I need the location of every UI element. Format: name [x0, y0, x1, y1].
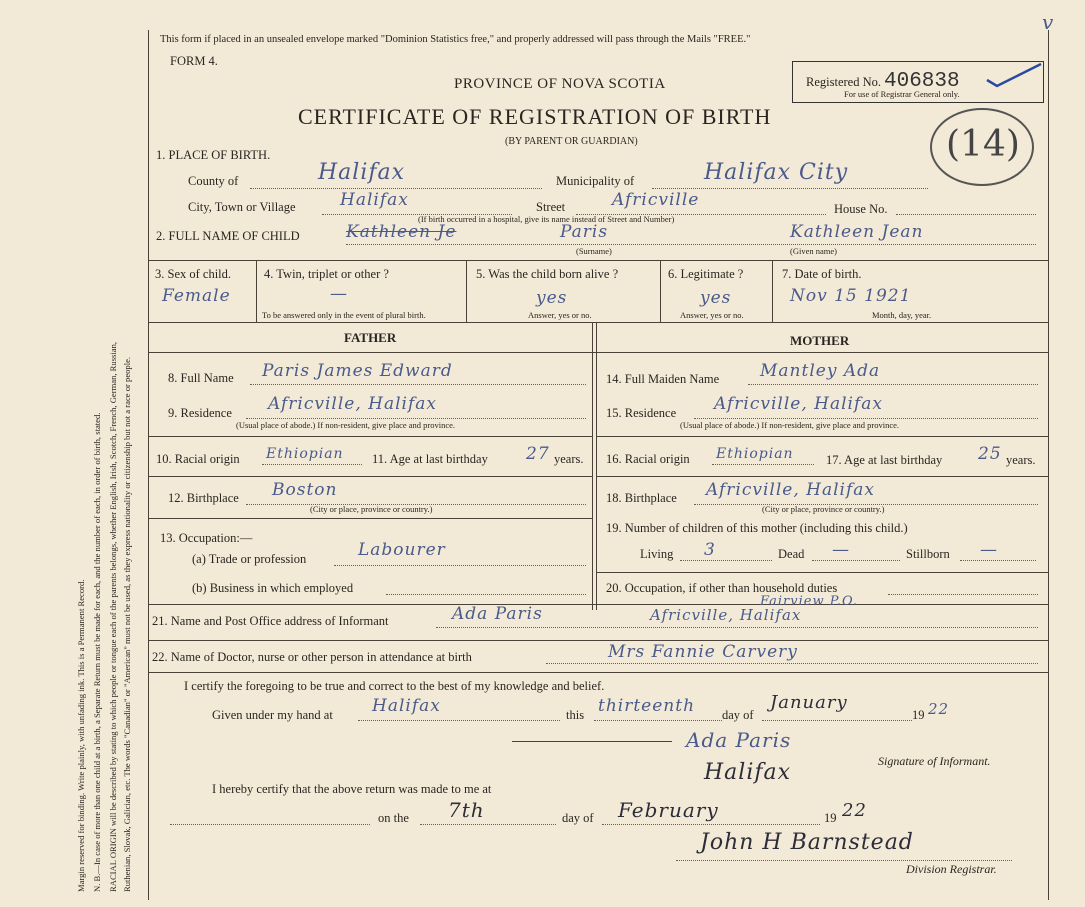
- twin-note: To be answered only in the event of plural birth.: [262, 310, 426, 320]
- stillborn-value: —: [980, 540, 998, 560]
- dead-value: —: [832, 540, 850, 560]
- sex-value: Female: [162, 286, 231, 306]
- mother-heading: MOTHER: [790, 333, 850, 348]
- street-value: Africville: [612, 190, 700, 210]
- this-label: this: [566, 708, 585, 722]
- father-race-value: Ethiopian: [266, 446, 344, 462]
- mother-years-label: years.: [1006, 453, 1036, 467]
- certificate-title: CERTIFICATE OF REGISTRATION OF BIRTH: [298, 104, 772, 129]
- mail-notice: This form if placed in an unsealed envelope marked "Dominion Statistics free," and properly addressed will pass through the Mails "FREE.": [160, 34, 751, 45]
- corner-check-mark: v: [1042, 10, 1055, 34]
- legitimate-value: yes: [700, 288, 732, 308]
- father-birthplace-note: (City or place, province or country.): [310, 504, 433, 514]
- father-age-value: 27: [526, 444, 550, 464]
- mother-name-value: Mantley Ada: [760, 361, 881, 381]
- right-border: [1048, 30, 1049, 900]
- given-day: thirteenth: [598, 696, 696, 716]
- child-name-label: 2. FULL NAME OF CHILD: [156, 229, 300, 243]
- informant-address: Africville, Halifax: [650, 606, 802, 624]
- surname-note: (Surname): [576, 246, 612, 256]
- father-residence-label: 9. Residence: [168, 406, 232, 420]
- margin-note-4: Ruthenian, Slovak, Galician, etc. The words "Canadian" or "American" must not be used, as they express nationality or citizenship but not a race or people.: [122, 356, 132, 892]
- registered-label: Registered No.: [806, 75, 881, 89]
- return-place: Halifax: [704, 760, 792, 785]
- father-heading: FATHER: [344, 330, 397, 345]
- legitimate-label: 6. Legitimate ?: [668, 267, 744, 281]
- twin-label: 4. Twin, triplet or other ?: [264, 267, 389, 281]
- father-name-label: 8. Full Name: [168, 371, 234, 385]
- informant-address-insert: Fairview P.O.: [760, 594, 858, 609]
- margin-note-1: Margin reserved for binding. Write plainly, with unfading ink. This is a Permanent Record.: [76, 579, 86, 892]
- twin-value: —: [330, 284, 348, 304]
- city-value: Halifax: [340, 190, 409, 210]
- check-mark-icon: [985, 60, 1045, 90]
- mother-age-value: 25: [978, 444, 1002, 464]
- certificate-subtitle: (BY PARENT OR GUARDIAN): [505, 136, 638, 147]
- living-value: 3: [704, 540, 716, 560]
- legitimate-note: Answer, yes or no.: [680, 310, 744, 320]
- father-years-label: years.: [554, 452, 584, 466]
- father-residence-note: (Usual place of abode.) If non-resident, give place and province.: [236, 420, 456, 430]
- margin-note-2: N. B.—In case of more than one child at a birth, a Separate Return must be made for each, and the number of each, in order of birth, stated.: [92, 412, 102, 892]
- municipality-label: Municipality of: [556, 174, 635, 188]
- alive-value: yes: [536, 288, 568, 308]
- children-count-label: 19. Number of children of this mother (including this child.): [606, 521, 908, 535]
- given-month: January: [770, 692, 848, 713]
- informant-signature-label: Signature of Informant.: [878, 754, 991, 768]
- division-registrar-label: Division Registrar.: [906, 862, 997, 876]
- county-label: County of: [188, 174, 239, 188]
- place-of-birth-heading: 1. PLACE OF BIRTH.: [156, 148, 271, 162]
- municipality-value: Halifax City: [704, 160, 849, 185]
- alive-note: Answer, yes or no.: [528, 310, 592, 320]
- father-business-label: (b) Business in which employed: [192, 581, 354, 595]
- circled-number: (14): [946, 124, 1020, 165]
- street-label: Street: [536, 200, 566, 214]
- father-occupation-label: 13. Occupation:—: [160, 531, 253, 545]
- given-place: Halifax: [372, 696, 441, 716]
- return-month: February: [618, 798, 719, 822]
- given-year-prefix: 19: [912, 708, 925, 722]
- father-trade-label: (a) Trade or profession: [192, 552, 307, 566]
- father-birthplace-label: 12. Birthplace: [168, 491, 239, 505]
- father-age-label: 11. Age at last birthday: [372, 452, 488, 466]
- birth-date-value: Nov 15 1921: [790, 286, 912, 306]
- dead-label: Dead: [778, 547, 805, 561]
- mother-occupation-label: 20. Occupation, if other than household duties: [606, 581, 838, 595]
- mother-residence-value: Africville, Halifax: [714, 394, 883, 414]
- father-birthplace-value: Boston: [272, 480, 338, 500]
- registered-number: 406838: [884, 70, 960, 93]
- return-day-of-label: day of: [562, 811, 594, 825]
- given-under-label: Given under my hand at: [212, 708, 333, 722]
- province-heading: PROVINCE OF NOVA SCOTIA: [454, 76, 666, 92]
- return-year-prefix: 19: [824, 811, 837, 825]
- return-year-suffix: 22: [842, 800, 867, 821]
- sex-label: 3. Sex of child.: [155, 267, 232, 281]
- mother-birthplace-value: Africville, Halifax: [706, 480, 875, 500]
- form-number: FORM 4.: [170, 54, 218, 68]
- father-race-label: 10. Racial origin: [156, 452, 240, 466]
- mother-residence-label: 15. Residence: [606, 406, 677, 420]
- mother-age-label: 17. Age at last birthday: [826, 453, 943, 467]
- city-label: City, Town or Village: [188, 200, 296, 214]
- mother-race-label: 16. Racial origin: [606, 452, 690, 466]
- given-note: (Given name): [790, 246, 837, 256]
- mother-birthplace-note: (City or place, province or country.): [762, 504, 885, 514]
- doctor-value: Mrs Fannie Carvery: [608, 642, 798, 662]
- return-made-label: I hereby certify that the above return was made to me at: [212, 782, 492, 796]
- informant-name: Ada Paris: [452, 604, 543, 624]
- child-struck-name: Kathleen Je: [346, 222, 457, 242]
- registrar-use-note: For use of Registrar General only.: [844, 89, 960, 99]
- alive-label: 5. Was the child born alive ?: [476, 267, 619, 281]
- mother-residence-note: (Usual place of abode.) If non-resident, give place and province.: [680, 420, 900, 430]
- return-day: 7th: [448, 798, 485, 822]
- doctor-label: 22. Name of Doctor, nurse or other person in attendance at birth: [152, 650, 472, 664]
- stillborn-label: Stillborn: [906, 547, 950, 561]
- margin-note-3: RACIAL ORIGIN will be described by stating to which people or tongue each of the parents belongs, whether English, Irish, Scotch, French, German, Russian,: [108, 341, 118, 892]
- birth-date-label: 7. Date of birth.: [782, 267, 862, 281]
- informant-label: 21. Name and Post Office address of Informant: [152, 614, 389, 628]
- given-year-suffix: 22: [928, 700, 950, 718]
- mother-race-value: Ethiopian: [716, 446, 794, 462]
- informant-signature: Ada Paris: [686, 728, 792, 752]
- father-name-value: Paris James Edward: [262, 361, 453, 381]
- child-given-name: Kathleen Jean: [790, 222, 924, 242]
- birth-date-note: Month, day, year.: [872, 310, 932, 320]
- day-of-label: day of: [722, 708, 754, 722]
- living-label: Living: [640, 547, 674, 561]
- certify-statement: I certify the foregoing to be true and correct to the best of my knowledge and belief.: [184, 679, 605, 693]
- father-residence-value: Africville, Halifax: [268, 394, 437, 414]
- hospital-note: (If birth occurred in a hospital, give its name instead of Street and Number): [418, 214, 675, 224]
- child-surname: Paris: [560, 222, 609, 242]
- mother-name-label: 14. Full Maiden Name: [606, 372, 720, 386]
- father-trade-value: Labourer: [358, 540, 446, 560]
- left-border: [148, 30, 149, 900]
- mother-birthplace-label: 18. Birthplace: [606, 491, 677, 505]
- house-label: House No.: [834, 202, 888, 216]
- on-the-label: on the: [378, 811, 409, 825]
- county-value: Halifax: [318, 160, 406, 185]
- registrar-signature: John H Barnstead: [700, 830, 914, 855]
